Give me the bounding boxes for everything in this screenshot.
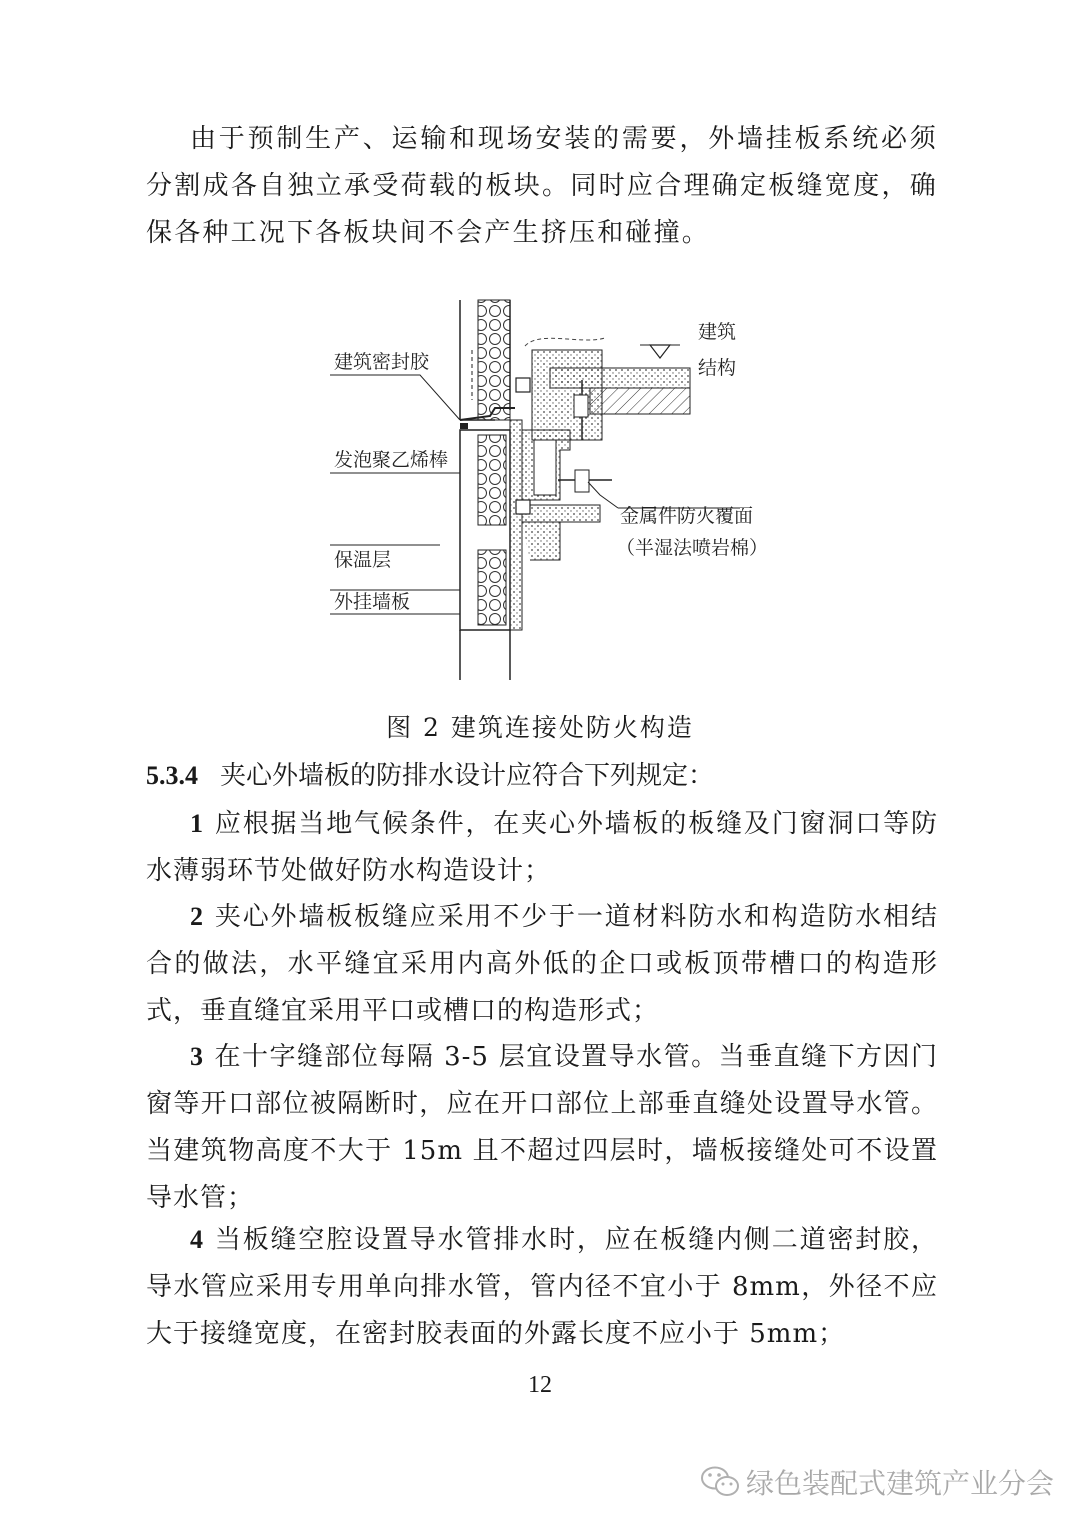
section-heading	[146, 752, 714, 800]
label-panel: 外挂墙板	[334, 591, 411, 613]
label-building-structure-2: 结构	[698, 357, 737, 379]
watermark	[700, 1460, 1054, 1504]
page-number: 12	[528, 1372, 552, 1398]
list-item	[146, 800, 938, 895]
wechat-icon	[700, 1465, 740, 1499]
item-number: 2	[190, 902, 204, 931]
label-spray-note: （半湿法喷岩棉）	[616, 537, 769, 559]
list-item	[146, 1216, 938, 1358]
label-foam-rod: 发泡聚乙烯棒	[334, 449, 449, 471]
item-number: 1	[190, 809, 204, 838]
label-insulation: 保温层	[334, 549, 392, 571]
list-item	[146, 893, 938, 1035]
item-number: 3	[190, 1042, 204, 1071]
upper-wall-panel	[460, 300, 510, 420]
fire-protection-detail-diagram	[320, 290, 780, 690]
floor-slab	[525, 338, 690, 440]
item-text: 夹心外墙板板缝应采用不少于一道材料防水和构造防水相结合的做法，水平缝宜采用内高外低的企口或板顶带槽口的构造形式，垂直缝宜采用平口或槽口的构造形式；	[146, 902, 938, 1026]
item-text: 应根据当地气候条件，在夹心外墙板的板缝及门窗洞口等防水薄弱环节处做好防水构造设计；	[146, 809, 938, 886]
item-text: 当板缝空腔设置导水管排水时，应在板缝内侧二道密封胶，导水管应采用专用单向排水管，管内径不宜小于 8mm，外径不应大于接缝宽度，在密封胶表面的外露长度不应小于 5mm；	[146, 1225, 938, 1349]
item-text: 在十字缝部位每隔 3-5 层宜设置导水管。当垂直缝下方因门窗等开口部位被隔断时，应在开口部位上部垂直缝处设置导水管。当建筑物高度不大于 15m 且不超过四层时，墙板接缝处可不设置导水管；	[146, 1042, 938, 1213]
figure-caption: 图 2 建筑连接处防火构造	[386, 713, 694, 742]
label-metal-fireproof: 金属件防火覆面	[620, 505, 754, 527]
label-sealant: 建筑密封胶	[334, 351, 430, 373]
lower-wall-panel	[460, 420, 522, 680]
watermark-text: 绿色装配式建筑产业分会	[746, 1467, 1055, 1500]
label-building-structure-1: 建筑	[698, 321, 737, 343]
section-number: 5.3.4	[146, 761, 198, 790]
section-title: 夹心外墙板的防排水设计应符合下列规定：	[220, 761, 715, 791]
list-item	[146, 1033, 938, 1222]
item-number: 4	[190, 1225, 204, 1254]
intro-paragraph: 由于预制生产、运输和现场安装的需要，外墙挂板系统必须分割成各自独立承受荷载的板块。同时应合理确定板缝宽度，确保各种工况下各板块间不会产生挤压和碰撞。	[146, 124, 938, 248]
